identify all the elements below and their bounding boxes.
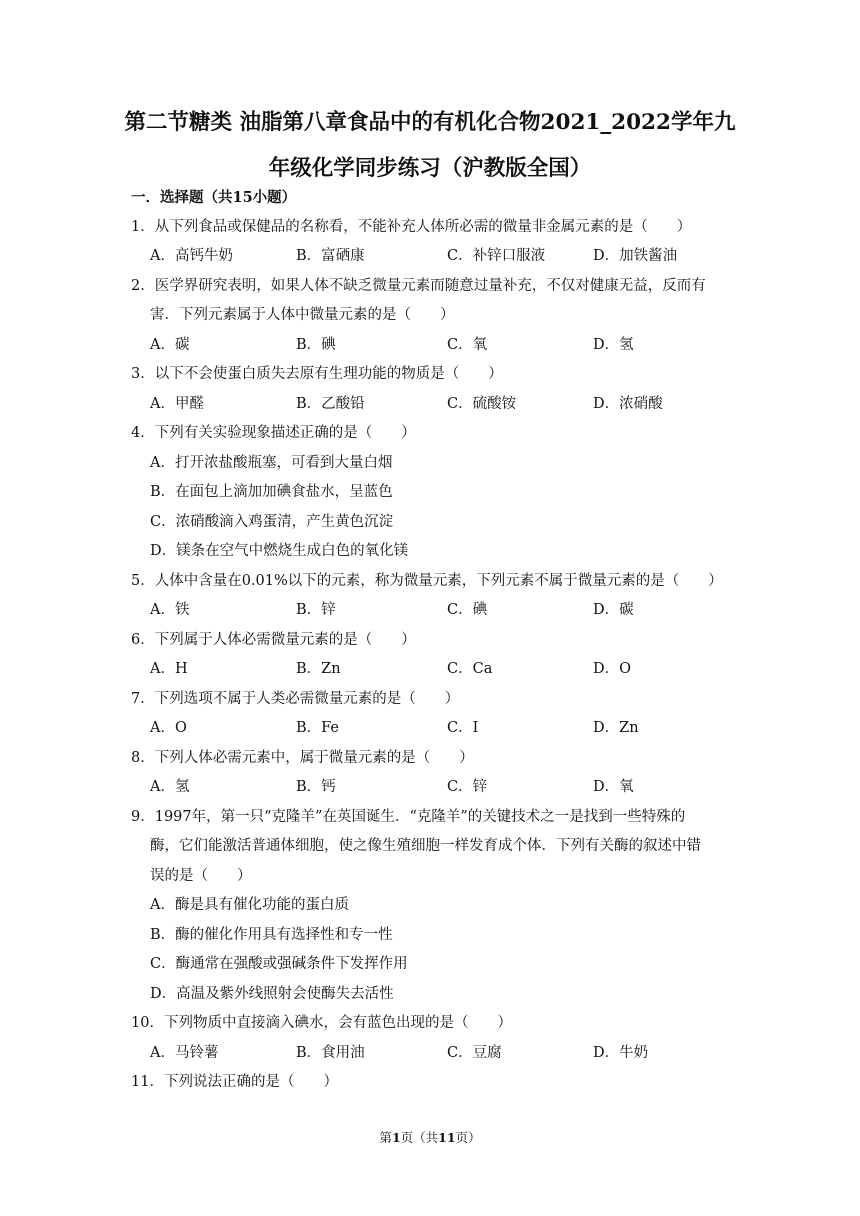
footer-mid: 页（共 [400, 1130, 439, 1145]
option-d: D．O [593, 661, 632, 677]
option-d: D．镁条在空气中燃烧生成白色的氧化镁 [150, 543, 409, 559]
option-a: A．铁 [150, 602, 190, 618]
option-b: B．锌 [296, 602, 336, 618]
option-c: C．碘 [447, 602, 488, 618]
option-d: D．加铁酱油 [593, 248, 678, 264]
option-b: B．酶的催化作用具有选择性和专一性 [150, 927, 393, 943]
title-line-2: 年级化学同步练习（沪教版全国） [268, 156, 592, 181]
question-10: 10．下列物质中直接滴入碘水，会有蓝色出现的是（ ） [131, 1015, 512, 1031]
option-c: C．浓硝酸滴入鸡蛋清，产生黄色沉淀 [150, 514, 394, 530]
section-heading: 一．选择题（共15小题） [131, 189, 297, 206]
option-a: A．打开浓盐酸瓶塞，可看到大量白烟 [150, 455, 393, 471]
option-a: A．酶是具有催化功能的蛋白质 [150, 897, 349, 913]
question-7-options [150, 714, 750, 744]
footer-page-number: 1 [391, 1130, 401, 1145]
option-b: B．富硒康 [296, 248, 365, 264]
question-1-options [150, 242, 750, 272]
question-8-options [150, 773, 750, 803]
question-10-options [150, 1039, 750, 1069]
option-b: B．在面包上滴加加碘食盐水，呈蓝色 [150, 484, 393, 500]
question-8: 8．下列人体必需元素中，属于微量元素的是（ ） [131, 750, 474, 766]
option-a: A．H [150, 661, 188, 677]
footer-prefix: 第 [379, 1130, 392, 1145]
option-a: A．高钙牛奶 [150, 248, 233, 264]
option-c: C．I [447, 720, 479, 736]
question-2-line-2: 害．下列元素属于人体中微量元素的是（ ） [150, 307, 455, 323]
option-b: B．乙酸铅 [296, 396, 365, 412]
option-d: D．氢 [593, 337, 634, 353]
option-c: C．酶通常在强酸或强碱条件下发挥作用 [150, 956, 408, 972]
option-a: A．马铃薯 [150, 1045, 219, 1061]
option-a: A．O [150, 720, 187, 736]
option-d: D．高温及紫外线照射会使酶失去活性 [150, 986, 394, 1002]
option-a: A．甲醛 [150, 396, 204, 412]
title-line-1: 第二节糖类 油脂第八章食品中的有机化合物2021_2022学年九 [124, 110, 736, 135]
question-11: 11．下列说法正确的是（ ） [131, 1074, 338, 1090]
question-6-options [150, 655, 750, 685]
question-7: 7．下列选项不属于人类必需微量元素的是（ ） [131, 691, 460, 707]
option-b: B．Zn [296, 661, 341, 677]
option-d: D．氧 [593, 779, 634, 795]
question-9-line-3: 误的是（ ） [150, 868, 252, 884]
question-1: 1．从下列食品或保健品的名称看，不能补充人体所必需的微量非金属元素的是（ ） [131, 219, 692, 235]
option-c: C．氧 [447, 337, 488, 353]
question-5: 5．人体中含量在0.01%以下的元素，称为微量元素，下列元素不属于微量元素的是（ ） [131, 573, 723, 589]
question-9-line-2: 酶，它们能激活普通体细胞，使之像生殖细胞一样发育成个体．下列有关酶的叙述中错 [150, 838, 701, 854]
option-c: C．豆腐 [447, 1045, 502, 1061]
question-2-options [150, 331, 750, 361]
option-c: C．补锌口服液 [447, 248, 546, 264]
question-3: 3．以下不会使蛋白质失去原有生理功能的物质是（ ） [131, 366, 503, 382]
question-3-options [150, 390, 750, 420]
option-b: B．碘 [296, 337, 336, 353]
question-4: 4．下列有关实验现象描述正确的是（ ） [131, 425, 416, 441]
document-title [110, 100, 750, 192]
option-c: C．硫酸铵 [447, 396, 517, 412]
option-b: B．食用油 [296, 1045, 365, 1061]
question-9-line-1: 9．1997年，第一只“克隆羊”在英国诞生．“克隆羊”的关键技术之一是找到一些特殊的 [131, 809, 686, 825]
question-6: 6．下列属于人体必需微量元素的是（ ） [131, 632, 416, 648]
option-a: A．碳 [150, 337, 190, 353]
question-5-options [150, 596, 750, 626]
option-c: C．锌 [447, 779, 488, 795]
footer-suffix: 页） [455, 1130, 481, 1145]
option-b: B．钙 [296, 779, 336, 795]
footer-total-pages: 11 [438, 1130, 456, 1145]
option-d: D．碳 [593, 602, 634, 618]
page-footer [0, 1128, 860, 1146]
option-d: D．牛奶 [593, 1045, 649, 1061]
option-c: C．Ca [447, 661, 493, 677]
option-d: D．浓硝酸 [593, 396, 663, 412]
option-d: D．Zn [593, 720, 639, 736]
option-b: B．Fe [296, 720, 340, 736]
option-a: A．氢 [150, 779, 190, 795]
question-2-line-1: 2．医学界研究表明，如果人体不缺乏微量元素而随意过量补充，不仅对健康无益，反而有 [131, 278, 706, 294]
